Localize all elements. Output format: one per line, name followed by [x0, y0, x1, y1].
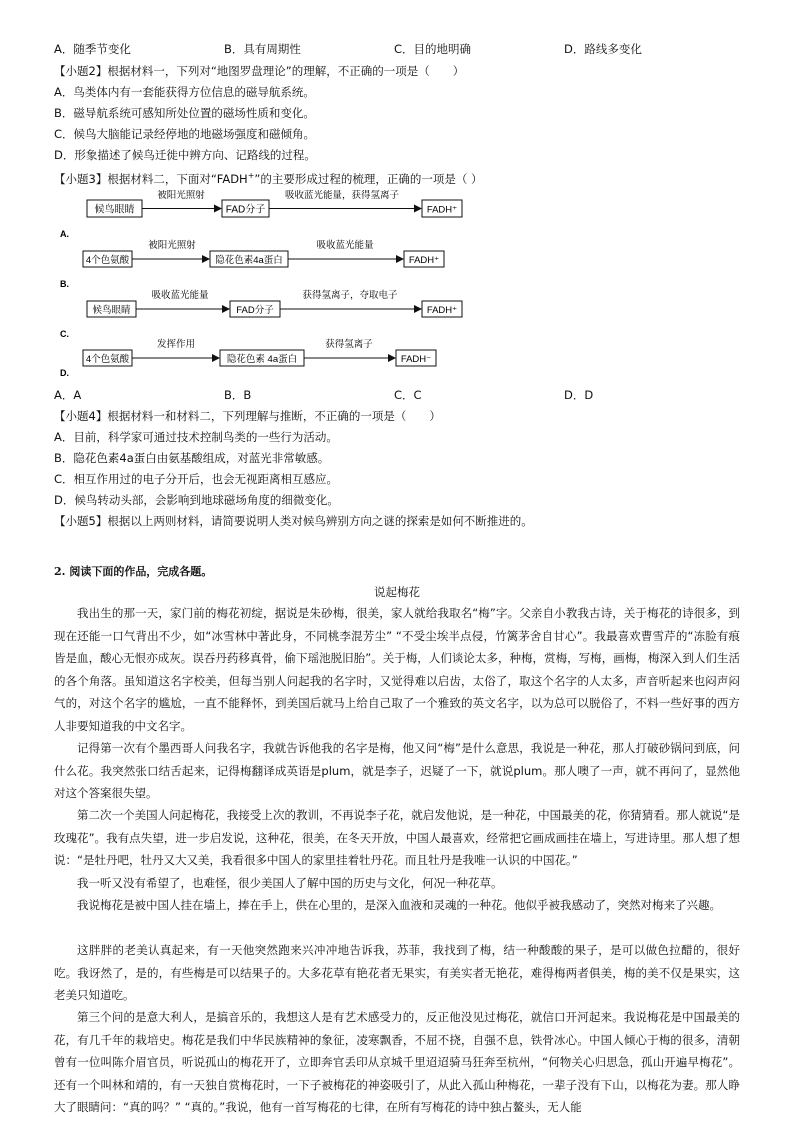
q3-c-box-1-text: 候鸟眼睛 — [92, 305, 131, 316]
q3-options — [54, 385, 744, 405]
article-paragraph-7: 第三个问的是意大利人，是搞音乐的，我想这人是有艺术感受力的，反正他没见过梅花，就信口开河起来。我说梅花是中国最美的花，有几千年的栽培史。梅花是我们中华民族精神的象征，凌寒飘香，不屈不挠，自强不息，铁骨冰心。中国人倾心于梅的很多，清朝曾有一位叫陈介眉官员，听说孤山的梅花开了，立即奔官丢印从京城千里迢迢骑马狂奔至杭州，“何物关心归思急，孤山开遍早梅花”。还有一个叫林和靖的，有一天独自赏梅花时，一下子被梅花的神姿吸引了，从此入孤山种梅花，一辈子没有下山，以梅花为妻。那人睁大了眼睛问：“真的吗？” “真的。”我说，他有一首写梅花的七律，在所有写梅花的诗中独占鳌头，无人能 — [54, 1010, 740, 1115]
article-title: 说起梅花 — [374, 585, 420, 599]
q2-option-a: A．鸟类体内有一套能获得方位信息的磁导航系统。 — [54, 85, 315, 99]
q1-option-d: D．路线多变化 — [564, 42, 642, 56]
q3-d-label: D. — [60, 368, 69, 378]
q5-stem: 【小题5】根据以上两则材料，请简要说明人类对候鸟辨别方向之谜的探索是如何不断推进的。 — [54, 514, 533, 528]
q3-b-box-3-text: FADH⁺ — [408, 255, 440, 266]
q3-diagram-b — [60, 239, 444, 289]
q3-d-box-3-text: FADH⁻ — [400, 354, 432, 365]
article-paragraph-6: 这胖胖的老美认真起来，有一天他突然跑来兴冲冲地告诉我，苏菲，我找到了梅，结一种酸酸的果子，是可以做色拉醋的，很好吃。我讶然了，是的，有些梅是可以结果子的。大多花草有艳花者无果实，有美实者无艳花，难得梅两者俱美，梅的美不仅是果实，这老美只知道吃。 — [54, 943, 740, 1003]
q3-diagram-c — [60, 289, 462, 339]
q3-c-arrow-2-label: 获得氢离子，夺取电子 — [302, 290, 398, 301]
q4-option-c: C．相互作用过的电子分开后，也会无视距离相互感应。 — [54, 472, 339, 486]
q3-diagram-d — [60, 338, 436, 378]
q3-c-box-2-text: FAD分子 — [236, 305, 274, 316]
article-paragraph-1: 我出生的那一天，家门前的梅花初绽，据说是朱砂梅，很美，家人就给我取名“梅”字。父亲自小教我古诗，关于梅花的诗很多，到现在还能一口气背出不少，如“冰雪林中著此身，不同桃李混芳尘” “不受尘埃半点侵，竹篱茅舍自甘心”。我最喜欢曹雪芹的“冻脸有痕皆是血，酸心无恨亦成灰。误吞丹药移真骨，偷下瑶池脱旧胎”。关于梅，人们谈论太多，种梅，赏梅，写梅，画梅，梅深入到人们生活的各个角落。虽知道这名字校美，但每当别人问起我的名字时，又觉得难以启齿，太俗了，取这个名字的人太多，声音听起来也闷声闷气的，对这个名字的尴尬，一直不能释怀，到美国后就马上给自己取了一个雅致的英文名字，以为总可以脱俗了，不料一些好事的西方人非要知道我的中文名字。 — [54, 606, 740, 733]
q3-a-label: A. — [60, 229, 69, 239]
q3-option-b: B．B — [224, 388, 252, 402]
q1-option-c: C．目的地明确 — [394, 42, 472, 56]
q3-diagram-a — [60, 190, 462, 239]
q3-c-label: C. — [60, 329, 69, 339]
q3-d-arrow-2-label: 获得氢离子 — [325, 339, 373, 350]
article-paragraph-5: 我说梅花是被中国人挂在墙上，捧在手上，供在心里的，是深入血液和灵魂的一种花。他似乎被我感动了，突然对梅来了兴趣。 — [77, 898, 721, 912]
q4-option-d: D．候鸟转动头部，会影响到地球磁场角度的细微变化。 — [54, 493, 339, 507]
q3-b-box-2-text: 隐花色素4a蛋白 — [215, 255, 283, 266]
q3-b-arrow-2-label: 吸收蓝光能量 — [316, 240, 374, 251]
q3-b-arrow-1-label: 被阳光照射 — [148, 240, 196, 251]
q3-b-box-1-text: 4个色氨酸 — [85, 255, 130, 266]
q1-option-b: B．具有周期性 — [224, 42, 301, 56]
q3-option-c: C．C — [394, 388, 422, 402]
q3-stem-superscript: + — [247, 171, 255, 180]
article-paragraph-2: 记得第一次有个墨西哥人问我名字，我就告诉他我的名字是梅，他又问“梅”是什么意思，我说是一种花，那人打破砂锅问到底，问什么花。我突然张口结舌起来，记得梅翻译成英语是plum，就是李子，迟疑了一下，就说plum。那人噢了一声，就不再问了，显然他对这个答案很失望。 — [54, 741, 740, 801]
q2-stem: 【小题2】根据材料一，下列对“地图罗盘理论”的理解，不正确的一项是（ ） — [54, 64, 465, 78]
q3-a-arrow-2-label: 吸收蓝光能量，获得氢离子 — [284, 190, 400, 201]
q3-stem: 【小题3】根据材料二，下面对“FADH+”的主要形成过程的梳理，正确的一项是（ ） — [54, 171, 483, 186]
q3-d-box-1-text: 4个色氨酸 — [85, 354, 130, 365]
q3-a-arrow-1-label: 被阳光照射 — [157, 190, 205, 201]
q4-option-b: B．隐花色素4a蛋白由氨基酸组成，对蓝光非常敏感。 — [54, 451, 330, 465]
q3-option-a: A．A — [54, 388, 82, 402]
article-paragraph-4: 我一听又没有希望了，也难怪，很少美国人了解中国的历史与文化，何况一种花草。 — [77, 876, 503, 890]
q3-a-box-1-text: 候鸟眼睛 — [94, 204, 135, 216]
q3-d-box-2-text: 隐花色素 4a蛋白 — [226, 354, 298, 365]
q2-option-c: C．候鸟大脑能记录经停地的地磁场强度和磁倾角。 — [54, 127, 316, 141]
q2-option-b: B．磁导航系统可感知所处位置的磁场性质和变化。 — [54, 106, 315, 120]
section2-heading: 2. 阅读下面的作品，完成各题。 — [54, 565, 213, 578]
q3-c-arrow-1-label: 吸收蓝光能量 — [151, 290, 209, 301]
q3-d-arrow-1-label: 发挥作用 — [156, 339, 196, 350]
q3-a-box-3-text: FADH⁺ — [426, 204, 458, 216]
q3-b-label: B. — [60, 279, 69, 289]
q3-c-box-3-text: FADH⁺ — [426, 305, 458, 316]
q1-options — [54, 39, 744, 59]
q4-stem: 【小题4】根据材料一和材料二，下列理解与推断，不正确的一项是（ ） — [54, 409, 441, 423]
q3-a-box-2-text: FAD分子 — [225, 204, 266, 216]
q3-option-d: D．D — [564, 388, 594, 402]
q4-option-a: A．目前，科学家可通过技术控制鸟类的一些行为活动。 — [54, 430, 338, 444]
q1-option-a: A．随季节变化 — [54, 42, 131, 56]
q2-option-d: D．形象描述了候鸟迁徙中辨方向、记路线的过程。 — [54, 148, 316, 162]
q3-flow-diagrams — [54, 190, 474, 380]
article-paragraph-3: 第二次一个美国人问起梅花，我接受上次的教训，不再说李子花，就启发他说，是一种花，中国最美的花，你猜猜看。那人就说“是玫瑰花”。我有点失望，进一步启发说，这种花，很美，在冬天开放，中国人最喜欢，经常把它画成画挂在墙上，写进诗里。那人想了想说：“是牡丹吧，牡丹又大又美，我看很多中国人的家里挂着牡丹花。而且牡丹是我唯一认识的中国花。” — [54, 808, 740, 868]
